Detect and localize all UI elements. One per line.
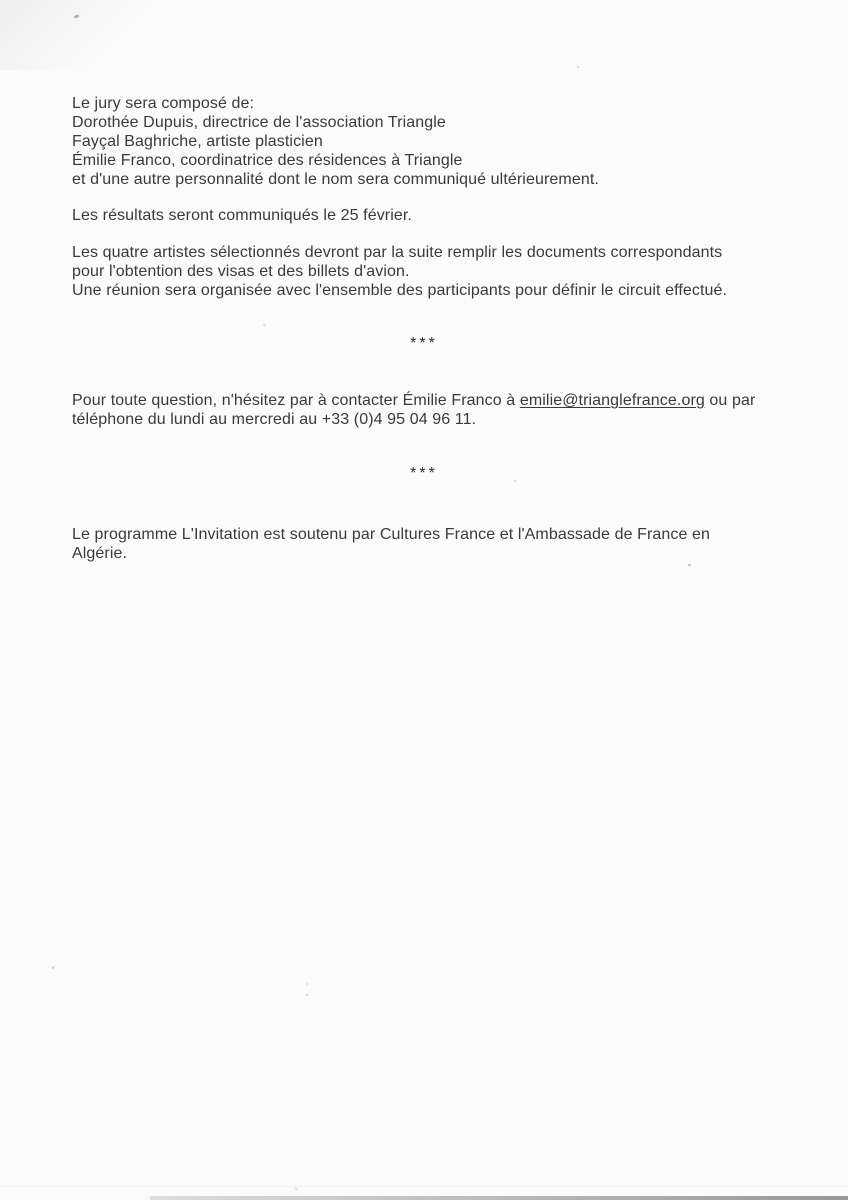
text-line: Dorothée Dupuis, directrice de l'association Triangle <box>72 114 446 131</box>
contact-text-suffix: ou par <box>704 392 756 409</box>
paragraph-results <box>72 206 412 225</box>
text-line: Le programme L'Invitation est soutenu par Cultures France et l'Ambassade de France en <box>72 526 711 543</box>
scan-line-artifact <box>0 1186 848 1187</box>
text-line: Une réunion sera organisée avec l'ensemble des participants pour définir le circuit effectué. <box>72 282 728 299</box>
contact-text-prefix: Pour toute question, n'hésitez par à contacter Émilie Franco à <box>72 392 520 409</box>
paragraph-jury <box>72 94 599 189</box>
section-separator: *** <box>410 335 438 352</box>
paragraph-support <box>72 525 710 563</box>
scan-speck <box>294 1187 298 1191</box>
scan-speck <box>74 14 80 19</box>
scan-speck <box>577 66 579 68</box>
paragraph-next-steps <box>72 243 727 300</box>
text-line <box>72 391 755 410</box>
text-line: Le jury sera composé de: <box>72 95 255 112</box>
scan-speck <box>52 966 54 969</box>
text-line: Les résultats seront communiqués le 25 février. <box>72 207 412 224</box>
text-line: et d'une autre personnalité dont le nom sera communiqué ultérieurement. <box>72 171 599 188</box>
scanner-corner-shade <box>0 0 220 70</box>
scan-speck <box>263 324 266 326</box>
text-line: Émilie Franco, coordinatrice des résidences à Triangle <box>72 152 463 169</box>
paragraph-contact <box>72 391 755 429</box>
scan-speck <box>688 564 691 566</box>
scan-edge-artifact <box>150 1196 848 1200</box>
text-line: Fayçal Baghriche, artiste plasticien <box>72 133 323 150</box>
scan-speck <box>306 983 308 985</box>
text-line: Algérie. <box>72 545 128 562</box>
scan-speck <box>306 994 308 996</box>
text-line: pour l'obtention des visas et des billets d'avion. <box>72 263 410 280</box>
text-line: Les quatre artistes sélectionnés devront par la suite remplir les documents correspondants <box>72 244 723 261</box>
section-separator: *** <box>410 465 438 482</box>
email-link[interactable]: emilie@trianglefrance.org <box>519 392 705 409</box>
text-line: téléphone du lundi au mercredi au +33 (0)4 95 04 96 11. <box>72 411 477 428</box>
